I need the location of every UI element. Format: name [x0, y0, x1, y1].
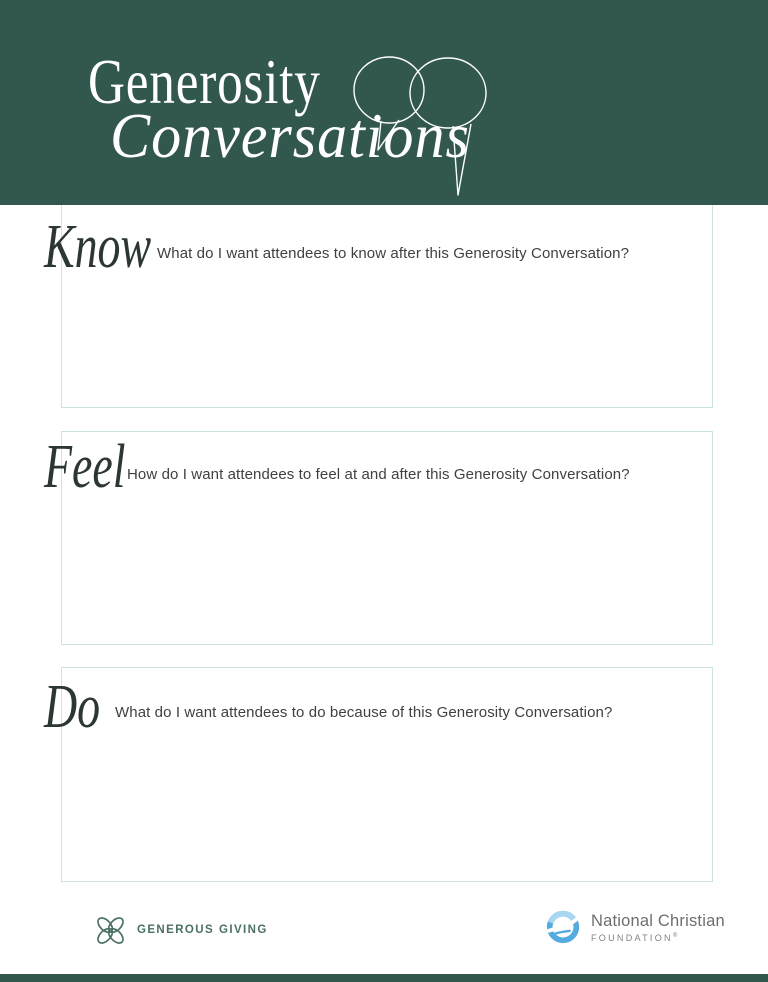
ncf-wordmark [591, 912, 725, 943]
ncf-name-line: National Christian [591, 911, 725, 930]
speech-bubbles-icon [352, 50, 494, 200]
generous-giving-logo [94, 912, 268, 948]
ncf-foundation-text: FOUNDATION [591, 932, 673, 943]
gg-word-generous: GENEROUS [137, 924, 215, 936]
do-label: Do [44, 673, 101, 741]
globe-icon [544, 908, 582, 946]
feel-question: How do I want attendees to feel at and after this Generosity Conversation? [127, 466, 630, 483]
title-line-1: Generosity [88, 46, 321, 117]
gg-word-giving: GIVING [219, 924, 268, 936]
know-question: What do I want attendees to know after this Generosity Conversation? [157, 245, 630, 262]
registered-mark: ® [672, 932, 678, 939]
title-line-2: Conversations [110, 100, 470, 171]
know-answer-box[interactable] [61, 205, 713, 408]
ncf-foundation-line [591, 933, 725, 943]
generous-giving-wordmark [137, 924, 268, 936]
header-banner [0, 0, 768, 205]
feel-label: Feel [44, 433, 126, 501]
do-question: What do I want attendees to do because of this Generosity Conversation? [115, 704, 613, 721]
feel-answer-box[interactable] [61, 431, 713, 645]
ncf-logo [544, 906, 725, 948]
do-answer-box[interactable] [61, 667, 713, 882]
knot-icon [94, 913, 127, 948]
know-label: Know [44, 213, 152, 281]
footer-accent-bar [0, 974, 768, 982]
